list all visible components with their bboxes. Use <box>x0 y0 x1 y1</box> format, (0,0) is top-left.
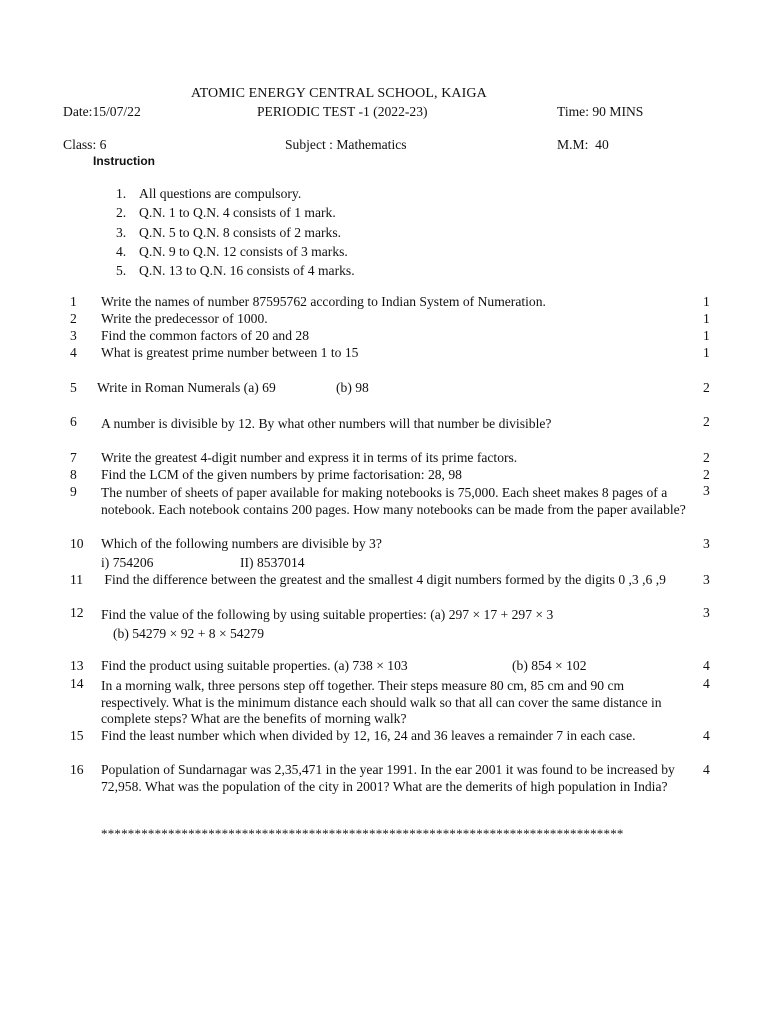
exam-time: Time: 90 MINS <box>557 104 644 119</box>
question-text: Population of Sundarnagar was 2,35,471 in the year 1991. In the ear 2001 it was found to be increased by 72,958. What was the population of the city in 2001? What are the demerits of high population in India? <box>101 762 675 794</box>
question-text: Write the predecessor of 1000. <box>101 311 268 326</box>
question-text: What is greatest prime number between 1 to 15 <box>101 345 359 360</box>
question-marks: 1 <box>703 328 710 343</box>
question-marks: 4 <box>703 728 710 743</box>
question-text: Find the difference between the greatest and the smallest 4 digit numbers formed by the digits 0 ,3 ,6 ,9 <box>101 572 666 587</box>
question-number: 3 <box>70 328 77 343</box>
footer-divider: ****************************************************************************** <box>101 826 624 841</box>
question-number: 11 <box>70 572 84 587</box>
question-marks: 1 <box>703 345 710 360</box>
question-number: 15 <box>70 728 84 743</box>
question-marks: 4 <box>703 762 710 777</box>
question-number: 8 <box>70 467 77 482</box>
question-number: 10 <box>70 536 84 551</box>
question-marks: 3 <box>703 572 710 587</box>
option-i: i) 754206 <box>101 555 154 570</box>
instruction-item <box>116 242 355 261</box>
question-number: 16 <box>70 762 84 777</box>
instruction-text: Q.N. 13 to Q.N. 16 consists of 4 marks. <box>139 263 355 279</box>
class-label: Class: 6 <box>63 137 107 152</box>
question-text: A number is divisible by 12. By what other numbers will that number be divisible? <box>101 416 552 431</box>
instruction-text: Q.N. 9 to Q.N. 12 consists of 3 marks. <box>139 243 348 259</box>
question-marks: 2 <box>703 450 710 465</box>
question-number: 5 <box>70 380 77 395</box>
question-number: 13 <box>70 658 84 673</box>
instruction-text: Q.N. 1 to Q.N. 4 consists of 1 mark. <box>139 205 336 221</box>
question-text: Write the greatest 4-digit number and express it in terms of its prime factors. <box>101 450 518 465</box>
question-number: 1 <box>70 294 77 309</box>
instruction-list <box>116 184 355 280</box>
question-number: 6 <box>70 414 77 429</box>
question-marks: 1 <box>703 311 710 326</box>
question-text: Find the product using suitable properties. (a) 738 × 103 <box>101 658 408 673</box>
question-number: 4 <box>70 345 77 360</box>
question-number: 2 <box>70 311 77 326</box>
question-text: In a morning walk, three persons step off together. Their steps measure 80 cm, 85 cm and 90 cm respectively. What is the minimum distance each should walk so that all can cover the same distance in complete steps? What are the benefits of morning walk? <box>101 678 662 726</box>
question-part-b: (b) 854 × 102 <box>512 658 587 673</box>
question-marks: 3 <box>703 605 710 620</box>
question-marks: 2 <box>703 467 710 482</box>
instruction-number: 3. <box>116 224 127 240</box>
question-text: Find the value of the following by using suitable properties: (a) 297 × 17 + 297 × 3 <box>101 607 554 622</box>
question-marks: 3 <box>703 536 710 551</box>
question-text: Find the least number which when divided by 12, 16, 24 and 36 leaves a remainder 7 in each case. <box>101 728 636 743</box>
question-number: 14 <box>70 676 84 691</box>
question-text: Find the common factors of 20 and 28 <box>101 328 310 343</box>
school-name: ATOMIC ENERGY CENTRAL SCHOOL, KAIGA <box>191 86 487 101</box>
option-ii: II) 8537014 <box>240 555 305 570</box>
question-marks: 1 <box>703 294 710 309</box>
question-text: Find the LCM of the given numbers by prime factorisation: 28, 98 <box>101 467 462 482</box>
instruction-item <box>116 223 355 242</box>
question-text: Which of the following numbers are divisible by 3? <box>101 536 382 551</box>
question-part-b: (b) 54279 × 92 + 8 × 54279 <box>113 626 264 641</box>
exam-date: Date:15/07/22 <box>63 104 141 119</box>
instruction-heading: Instruction <box>93 154 155 168</box>
question-number: 12 <box>70 605 84 620</box>
question-number: 7 <box>70 450 77 465</box>
question-text: Write the names of number 87595762 according to Indian System of Numeration. <box>101 294 546 309</box>
instruction-number: 1. <box>116 186 127 201</box>
instruction-number: 5. <box>116 263 127 279</box>
instruction-item <box>116 203 355 222</box>
question-text: Write in Roman Numerals (a) 69 <box>97 380 276 395</box>
question-marks: 3 <box>703 483 710 498</box>
question-marks: 2 <box>703 414 710 429</box>
instruction-text: Q.N. 5 to Q.N. 8 consists of 2 marks. <box>139 224 342 240</box>
question-marks: 4 <box>703 658 710 673</box>
question-marks: 4 <box>703 676 710 691</box>
subject-label: Subject : Mathematics <box>285 137 407 152</box>
max-marks: M.M: 40 <box>557 137 609 152</box>
question-part-b: (b) 98 <box>336 380 369 395</box>
instruction-item <box>116 261 355 280</box>
test-title: PERIODIC TEST -1 (2022-23) <box>257 104 428 119</box>
question-number: 9 <box>70 484 77 499</box>
instruction-text: All questions are compulsory. <box>139 186 302 201</box>
instruction-item <box>116 184 355 203</box>
question-text: The number of sheets of paper available for making notebooks is 75,000. Each sheet makes 8 pages of a notebook. Each notebook contains 200 pages. How many notebooks can be made from the paper available? <box>101 485 686 517</box>
instruction-number: 4. <box>116 243 127 259</box>
question-marks: 2 <box>703 380 710 395</box>
instruction-number: 2. <box>116 205 127 221</box>
